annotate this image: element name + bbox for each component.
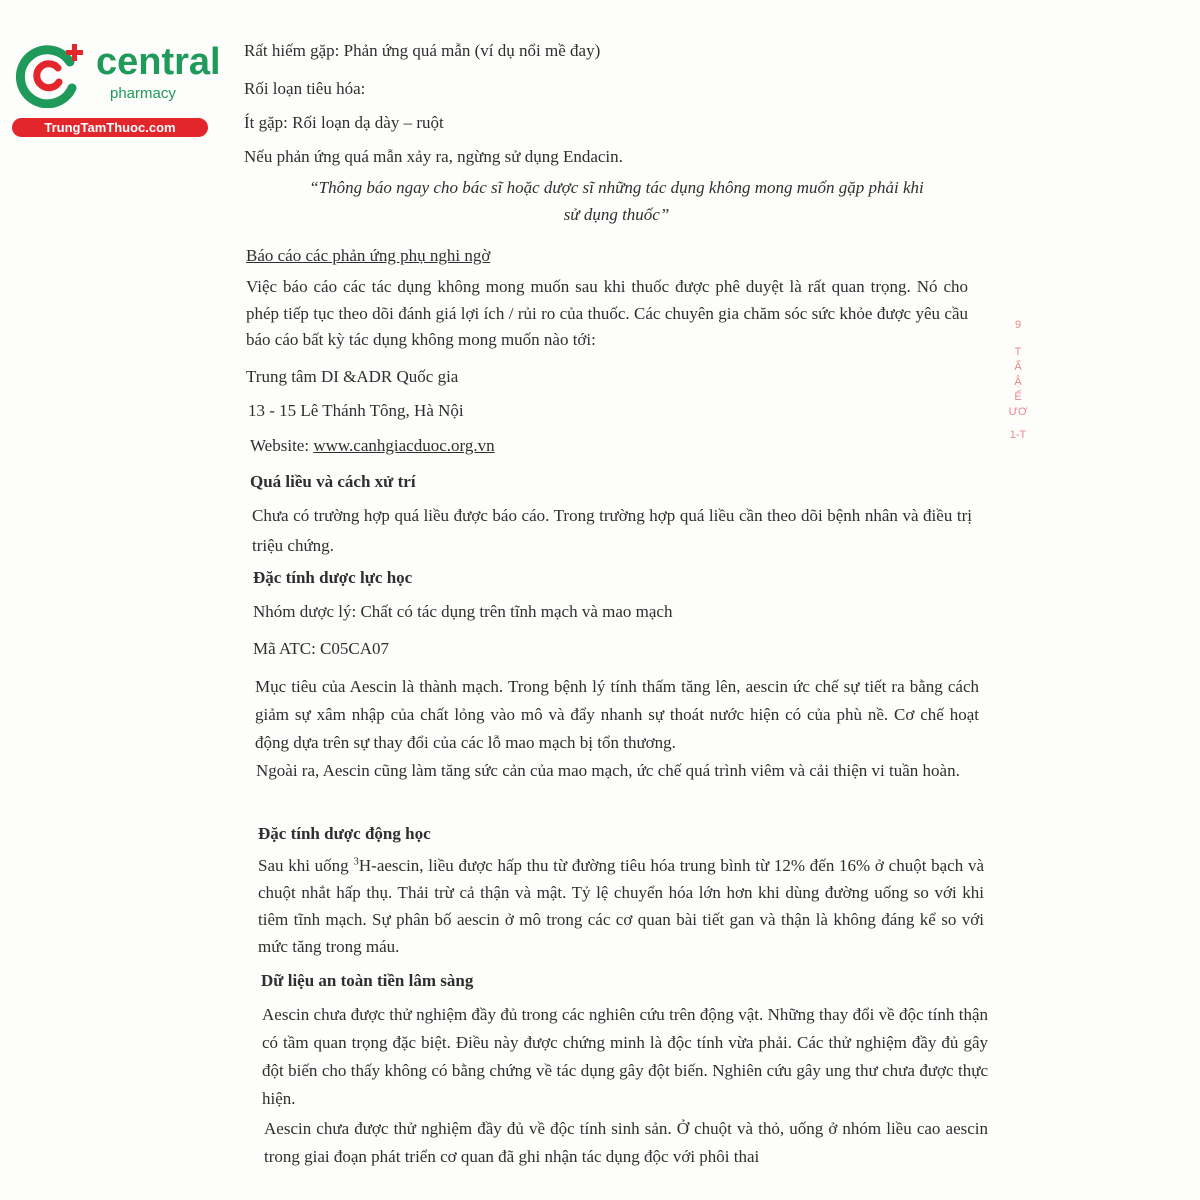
pharmacy-cross-logo-icon (12, 38, 92, 108)
adr-center-address: 13 - 15 Lê Thánh Tông, Hà Nội (248, 401, 464, 420)
pharmacological-group: Nhóm dược lý: Chất có tác dụng trên tĩnh mạch và mao mạch (253, 602, 673, 621)
side-effect-uncommon: Ít gặp: Rối loạn dạ dày – ruột (244, 113, 444, 132)
overdose-text: Chưa có trường hợp quá liều được báo cáo. Trong trường hợp quá liều cần theo dõi bệnh nhân và điều trị triệu chứng. (252, 506, 972, 555)
pharmacodynamics-heading: Đặc tính dược lực học (253, 568, 413, 587)
logo-name: central (96, 41, 221, 83)
preclinical-safety-heading: Dữ liệu an toàn tiền lâm sàng (261, 971, 474, 990)
adr-center-name: Trung tâm DI &ADR Quốc gia (246, 367, 459, 386)
pk-prefix: Sau khi uống (258, 856, 354, 875)
website-row (250, 435, 495, 457)
preclinical-safety-text-2: Aescin chưa được thử nghiệm đầy đủ về độc tính sinh sản. Ở chuột và thỏ, uống ở nhóm liều cao aescin trong giai đoạn phát triển cơ quan đã ghi nhận tác dụng độc với phôi thai (264, 1119, 988, 1166)
report-text: Việc báo cáo các tác dụng không mong muốn sau khi thuốc được phê duyệt là rất quan trọng. Nó cho phép tiếp tục theo dõi đánh giá lợi ích / rủi ro của thuốc. Các chuyên gia chăm sóc sức khỏe được yêu cầu báo cáo bất kỳ tác dụng không mong muốn nào tới: (246, 277, 968, 349)
pk-body: H-aescin, liều được hấp thu từ đường tiêu hóa trung bình từ 12% đến 16% ở chuột bạch và chuột nhắt hấp thụ. Thải trừ cả thận và mật. Tỷ lệ chuyển hóa lớn hơn khi dùng đường uống so với khi tiêm tĩnh mạch. Sự phân bố aescin ở mô trong các cơ quan bài tiết gan và thận là không đáng kể so với mức tăng trong máu. (258, 856, 984, 956)
isotope-superscript: 3 (353, 855, 359, 868)
logo-badge: TrungTamThuoc.com (12, 118, 208, 137)
pharmacokinetics-text (258, 852, 984, 960)
report-heading: Báo cáo các phản ứng phụ nghi ngờ (246, 246, 491, 265)
logo-subtitle: pharmacy (110, 85, 176, 102)
pharmacokinetics-heading: Đặc tính dược động học (258, 824, 431, 843)
pharmacodynamics-text-2: Ngoài ra, Aescin cũng làm tăng sức cản của mao mạch, ức chế quá trình viêm và cải thiện vi tuần hoàn. (256, 761, 960, 780)
hypersensitivity-note: Nếu phản ứng quá mẫn xảy ra, ngừng sử dụng Endacin. (244, 147, 623, 166)
website-label: Website: (250, 436, 314, 455)
overdose-heading: Quá liều và cách xử trí (250, 472, 416, 491)
digestive-disorder-label: Rối loạn tiêu hóa: (244, 79, 366, 98)
atc-code: Mã ATC: C05CA07 (253, 639, 390, 658)
pharmacodynamics-text-1: Mục tiêu của Aescin là thành mạch. Trong bệnh lý tính thấm tăng lên, aescin ức chế sự tiết ra bằng cách giảm sự xâm nhập của chất lỏng vào mô và đẩy nhanh sự thoát nước hiện có của phù nề. Cơ chế hoạt động dựa trên sự thay đổi của các lỗ mao mạch bị tổn thương. (255, 677, 979, 752)
preclinical-safety-text-1: Aescin chưa được thử nghiệm đầy đủ trong các nghiên cứu trên động vật. Những thay đổi về độc tính thận có tầm quan trọng đặc biệt. Điều này được chứng minh là độc tính vừa phải. Các thử nghiệm đầy đủ gây đột biến cho thấy không có bằng chứng về tác dụng gây đột biến. Nghiên cứu gây ung thư chưa được thực hiện. (262, 1005, 988, 1108)
red-stamp-mark: 9 T Ấ Ậ Ế ƯƠ 1-T (1008, 319, 1028, 441)
website-link[interactable]: www.canhgiacduoc.org.vn (313, 436, 495, 455)
side-effect-rare: Rất hiếm gặp: Phản ứng quá mẫn (ví dụ nổi mề đay) (244, 41, 601, 60)
central-pharmacy-logo (12, 38, 221, 138)
notice-quote-line-1: “Thông báo ngay cho bác sĩ hoặc dược sĩ những tác dụng không mong muốn gặp phải khi (309, 178, 924, 197)
notice-quote-line-2: sử dụng thuốc” (563, 205, 670, 224)
